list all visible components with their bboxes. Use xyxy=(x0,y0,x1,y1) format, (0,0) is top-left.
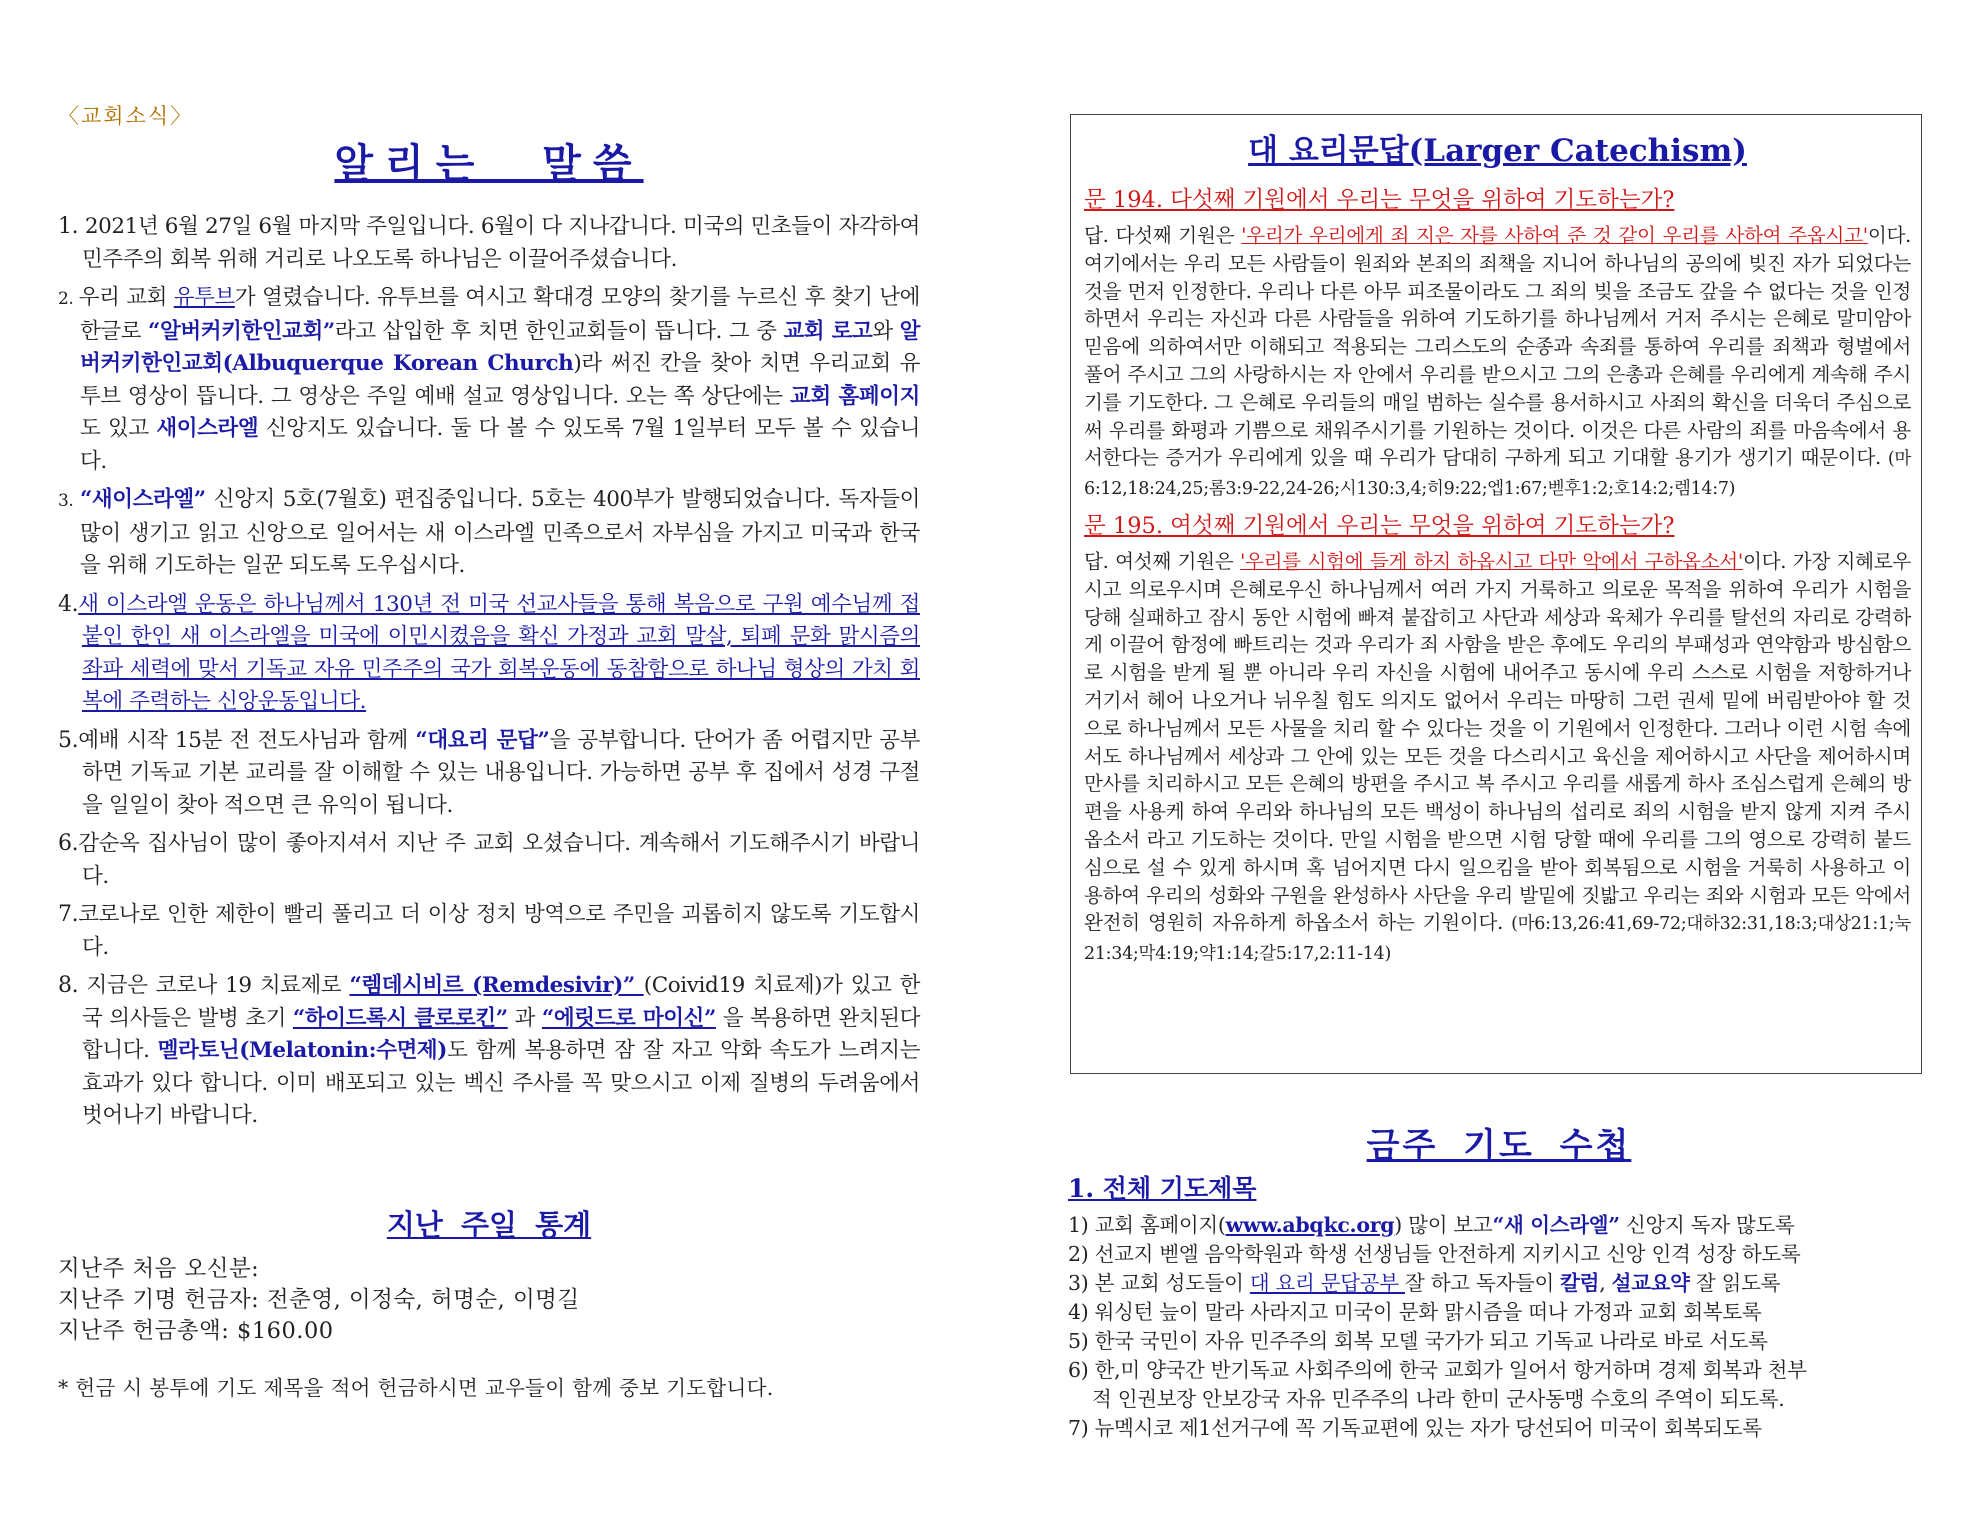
news-item-5: 5.예배 시작 15분 전 전도사님과 함께 “대요리 문답”을 공부합니다. 단어가 좀 어렵지만 공부하면 기독교 기본 교리를 잘 이해할 수 있는 내용입니다. 가능하면 공부 후 집에서 성경 구절을 일일이 찾아 적으면 큰 유익이 됩니다. xyxy=(58,727,920,818)
item-number: 8. xyxy=(58,973,87,998)
scripture-refs: (마6:13,26:41,69-72;대하32:31,18:3;대상21:1;눅21:34;막4:19;약1:14;갈5:17,2:11-14) xyxy=(1084,914,1911,965)
prayer-item-7: 7) 뉴멕시코 제1선거구에 꼭 기독교편에 있는 자가 당선되어 미국이 회복되도록 xyxy=(1068,1416,1762,1440)
prayer-item-4: 4) 워싱턴 늪이 말라 사라지고 미국이 문화 맑시즘을 떠나 가정과 교회 회복토록 xyxy=(1068,1300,1762,1324)
catechism-box xyxy=(1070,114,1922,1074)
prayer-item-1: 1) 교회 홈페이지(www.abqkc.org) 많이 보고“새 이스라엘” 신앙지 독자 많도록 xyxy=(1068,1213,1795,1237)
news-item-6: 6.감순옥 집사님이 많이 좋아지셔서 지난 주 교회 오셨습니다. 계속해서 기도해주시기 바랍니다. xyxy=(58,831,920,889)
scripture-refs: (마6:12,18:24,25;롬3:9-22,24-26;시130:3,4;히9:22;엡1:67;벧후1:2;호14:2;렘14:7) xyxy=(1084,449,1911,500)
prayer-item-6: 6) 한,미 양국간 반기독교 사회주의에 한국 교회가 일어서 항거하며 경제 회복과 천부 xyxy=(1068,1358,1807,1382)
prayer-subtitle: 1. 전체 기도제목 xyxy=(1068,1174,1257,1203)
offering-note: * 헌금 시 봉투에 기도 제목을 적어 헌금하시면 교우들이 함께 중보 기도합니다. xyxy=(58,1375,774,1400)
item-number: 7. xyxy=(58,902,79,927)
news-column xyxy=(58,100,920,1401)
prayer-item-6-cont: 적 인권보장 안보강국 자유 민주주의 나라 한미 군사동맹 수호의 주역이 되도록. xyxy=(1092,1387,1785,1411)
page-title: 알리는 말씀 xyxy=(334,140,644,187)
stats-title: 지난 주일 통계 xyxy=(386,1207,592,1242)
news-item-2: 2. 우리 교회 유투브가 열렸습니다. 유투브를 여시고 확대경 모양의 찾기를 누르신 후 찾기 난에 한글로 “알버커키한인교회”라고 삽입한 후 치면 한인교회들이 뜹니다. 그 중 교회 로고와 알버커키한인교회(Albuquerque Korean Church)라 써진 칸을 찾아 치면 우리교회 유투브 영상이 뜹니다. 그 영상은 주일 예배 설교 영상입니다. 오는 쪽 상단에는 교회 홈페이지도 있고 새이스라엘 신앙지도 있습니다. 둘 다 볼 수 있도록 7월 1일부터 모두 볼 수 있습니다. xyxy=(58,285,921,474)
question-194: 문 194. 다섯째 기원에서 우리는 무엇을 위하여 기도하는가? xyxy=(1084,187,1675,213)
news-item-8: 8. 지금은 코로나 19 치료제로 “렘데시비르 (Remdesivir)” (Coivid19 치료제)가 있고 한국 의사들은 발병 초기 “하이드록시 클로로킨” 과 “에릿드로 마이신” 을 복용하면 완치된다 합니다. 멜라토닌(Melatonin:수면제)도 함께 복용하면 잠 잘 자고 악화 속도가 느려지는 효과가 있다 합니다. 이미 배포되고 있는 벡신 주사를 꼭 맞으시고 이제 질병의 두려움에서 벗어나기 바랍니다. xyxy=(58,973,921,1128)
news-item-7: 7.코로나로 인한 제한이 빨리 풀리고 더 이상 정치 방역으로 주민을 괴롭히지 않도록 기도합시다. xyxy=(58,902,920,960)
catechism-title: 대 요리문답(Larger Catechism) xyxy=(1248,133,1747,169)
prayer-item-2: 2) 선교지 벧엘 음악학원과 학생 선생님들 안전하게 지키시고 신앙 인격 성장 하도록 xyxy=(1068,1242,1801,1266)
answer-quote: '우리가 우리에게 죄 지은 자를 사하여 준 것 같이 우리를 사하여 주옵시고' xyxy=(1241,224,1868,247)
answer-195: 답. 여섯째 기원은 '우리를 시험에 들게 하지 하옵시고 다만 악에서 구하옵소서'이다. 가장 지혜로우시고 의로우시며 은혜로우신 하나님께서 여러 가지 거룩하고 의로운 목적을 위하여 우리가 시험을 당해 실패하고 잠시 동안 시험에 빠져 붙잡히고 사단과 세상과 육체가 우리를 탈선의 자리로 강력하게 이끌어 함정에 빠트리는 것과 우리가 죄 사함을 받은 후에도 우리의 부패성과 연약함과 방심함으로 시험을 받게 될 뿐 아니라 우리 자신을 시험에 내어주고 동시에 우리 스스로 시험을 저항하거나 거기서 헤어 나오거나 뉘우칠 힘도 의지도 없어서 우리는 마땅히 그런 권세 밑에 버림받아야 할 것으로 하나님께서 모든 사물을 치리 할 수 있다는 것을 이 기원에서 인정한다. 그러나 이런 시험 속에서도 하나님께서 세상과 그 안에 있는 모든 것을 다스리시고 육신을 제어하시고 사단을 제어하시며 만사를 치리하시고 모든 은혜의 방편을 주시고 복 주시고 우리를 새롭게 하사 조심스럽게 은혜의 방편을 사용케 하여 우리와 하나님의 모든 백성이 하나님의 섭리로 죄의 시험을 받지 않게 지켜 주시옵소서 라고 기도하는 것이다. 만일 시험을 받으면 시험 당할 때에 우리를 그의 영으로 강력히 붙드심으로 설 수 있게 하시며 혹 넘어지면 다시 일으킴을 받아 회복됨으로 시험을 거룩히 사용하고 이용하여 우리의 성화와 구원을 완성하사 사단을 우리 발밑에 짓밟고 우리는 죄와 시험과 모든 악에서 완전히 영원히 자유하게 하옵소서 하는 기원이다. (마6:13,26:41,69-72;대하32:31,18:3;대상21:1;눅21:34;막4:19;약1:14;갈5:17,2:11-14) xyxy=(1084,549,1912,965)
item-number: 3. xyxy=(58,491,80,511)
news-list xyxy=(58,211,920,1133)
stats-total: 지난주 헌금총액: $160.00 xyxy=(58,1317,334,1344)
item-number: 6. xyxy=(58,831,79,856)
prayer-item-5: 5) 한국 국민이 자유 민주주의 회복 모델 국가가 되고 기독교 나라로 바로 서도록 xyxy=(1068,1329,1768,1353)
answer-quote: '우리를 시험에 들게 하지 하옵시고 다만 악에서 구하옵소서' xyxy=(1239,549,1743,573)
item-text: 2021년 6월 27일 6월 마지막 주일입니다. 6월이 다 지나갑니다. 미국의 민초들이 자각하여 민주주의 회복 위해 거리로 나오도록 하나님은 이끌어주셨습니다. xyxy=(82,214,920,272)
item-number: 1. xyxy=(58,214,85,239)
item-number: 2. xyxy=(58,289,79,309)
prayer-title: 금주 기도 수첩 xyxy=(1366,1126,1632,1166)
prayer-item-3: 3) 본 교회 성도들이 대 요리 문답공부 잘 하고 독자들이 칼럼, 설교요약 잘 읽도록 xyxy=(1068,1271,1781,1295)
news-item-1 xyxy=(58,211,920,276)
youtube-link[interactable]: 유투브 xyxy=(173,285,235,310)
stats-first-visitors: 지난주 처음 오신분: xyxy=(58,1255,260,1282)
stats-block xyxy=(58,1254,920,1347)
item-number: 4. xyxy=(58,591,79,617)
news-item-4: 4.새 이스라엘 운동은 하나님께서 130년 전 미국 선교사들을 통해 복음으로 구원 예수님께 접붙인 한인 새 이스라엘을 미국에 이민시켰음을 확신 가정과 교회 말살, 퇴폐 문화 맑시즘의 좌파 세력에 맞서 기독교 자유 민주주의 국가 회복운동에 동참함으로 하나님 형상의 가치 회복에 주력하는 신앙운동입니다. xyxy=(58,591,920,714)
homepage-link[interactable]: www.abqkc.org xyxy=(1225,1213,1395,1237)
prayer-section xyxy=(1068,1118,1930,1443)
item-number: 5. xyxy=(58,727,79,753)
answer-194: 답. 다섯째 기원은 '우리가 우리에게 죄 지은 자를 사하여 준 것 같이 우리를 사하여 주옵시고'이다. 여기에서는 우리 모든 사람들이 원죄와 본죄의 죄책을 지니어 하나님의 공의에 빚진 자가 되었다는 것을 먼저 인정한다. 우리나 다른 아무 피조물이라도 그 죄의 빚을 조금도 갚을 수 없다는 것을 인정하면서 우리는 자신과 다른 사람들을 위하여 기도하기를 하나님께서 거저 주시는 은혜로 말미암아 믿음에 의하여서만 이해되고 적용되는 그리스도의 순종과 속죄를 통하여 우리를 죄책과 형벌에서 풀어 주시고 그의 사랑하시는 자 안에서 우리를 받으시고 그의 은총과 은혜를 우리에게 계속해 주시기를 기도한다. 그 은혜로 우리들의 매일 범하는 실수를 용서하시고 사죄의 확신을 더욱더 주심으로써 우리를 화평과 기쁨으로 채워주시기를 기원하는 것이다. 이것은 다른 사람의 죄를 마음속에서 용서한다는 증거가 우리에게 있을 때 우리가 담대히 구하게 되고 기대할 용기가 생기기 때문이다. (마6:12,18:24,25;롬3:9-22,24-26;시130:3,4;히9:22;엡1:67;벧후1:2;호14:2;렘14:7) xyxy=(1084,224,1911,500)
prayer-list xyxy=(1068,1211,1930,1443)
section-tag: 〈교회소식〉 xyxy=(58,104,194,128)
question-195: 문 195. 여섯째 기원에서 우리는 무엇을 위하여 기도하는가? xyxy=(1084,512,1675,539)
stats-donors: 지난주 기명 헌금자: 전춘영, 이정숙, 허명순, 이명길 xyxy=(58,1286,580,1313)
news-item-3: 3. “새이스라엘” 신앙지 5호(7월호) 편집중입니다. 5호는 400부가 발행되었습니다. 독자들이 많이 생기고 읽고 신앙으로 일어서는 새 이스라엘 민족으로서 자부심을 가지고 미국과 한국을 위해 기도하는 일꾼 되도록 도우십시다. xyxy=(58,487,920,578)
